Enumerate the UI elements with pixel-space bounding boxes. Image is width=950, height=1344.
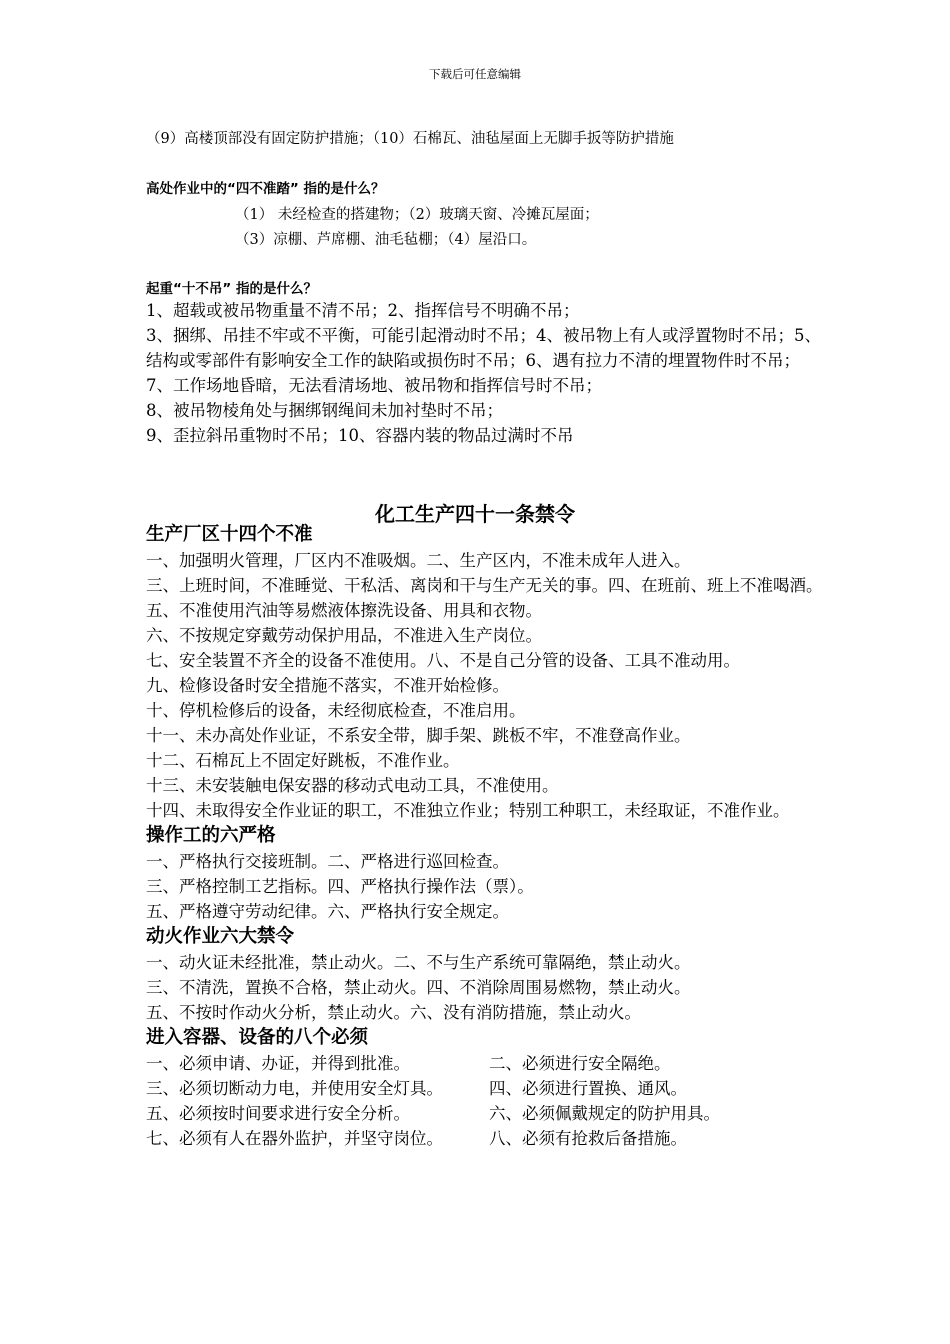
page-header: 下载后可任意编辑 bbox=[429, 67, 521, 81]
main-title: 化工生产四十一条禁令 bbox=[375, 502, 575, 526]
list-item: 一、必须申请、办证，并得到批准。 bbox=[146, 1054, 410, 1073]
list-item: 九、检修设备时安全措施不落实，不准开始检修。 bbox=[146, 676, 509, 695]
list-item: 三、不清洗，置换不合格，禁止动火。四、不消除周围易燃物，禁止动火。 bbox=[146, 978, 691, 997]
list-item: 十二、石棉瓦上不固定好跳板，不准作业。 bbox=[146, 751, 460, 770]
q2-line: 7、工作场地昏暗，无法看清场地、被吊物和指挥信号时不吊； bbox=[146, 376, 602, 395]
question-four-no-step: 高处作业中的“四不准踏” 指的是什么？ bbox=[146, 181, 385, 197]
list-item: 十三、未安装触电保安器的移动式电动工具，不准使用。 bbox=[146, 776, 559, 795]
q2-answer bbox=[146, 298, 826, 448]
q1-line-2: （3）凉棚、芦席棚、油毛毡棚；（4）屋沿口。 bbox=[235, 232, 537, 248]
list-item: 五、不按时作动火分析，禁止动火。六、没有消防措施，禁止动火。 bbox=[146, 1003, 641, 1022]
q2-line: 1、超载或被吊物重量不清不吊；2、指挥信号不明确不吊； bbox=[146, 301, 580, 320]
list-row bbox=[146, 1126, 826, 1151]
list-item: 四、必须进行置换、通风。 bbox=[489, 1079, 687, 1098]
q1-line-1: （1） 未经检查的搭建物；（2）玻璃天窗、冷摊瓦屋面； bbox=[235, 207, 599, 223]
section-heading: 进入容器、设备的八个必须 bbox=[146, 1027, 369, 1048]
list-row bbox=[146, 1101, 826, 1126]
question-ten-no-lift: 起重“十不吊” 指的是什么？ bbox=[146, 281, 317, 297]
list-item: 三、必须切断动力电，并使用安全灯具。 bbox=[146, 1079, 443, 1098]
list-row bbox=[146, 1051, 826, 1076]
list-row bbox=[146, 1076, 826, 1101]
list-item: 五、必须按时间要求进行安全分析。 bbox=[146, 1104, 410, 1123]
list-item: 三、上班时间，不准睡觉、干私活、离岗和干与生产无关的事。四、在班前、班上不准喝酒。 bbox=[146, 576, 823, 595]
list-item: 八、必须有抢救后备措施。 bbox=[489, 1129, 687, 1148]
q2-line: 8、被吊物棱角处与捆绑钢绳间未加衬垫时不吊； bbox=[146, 401, 503, 420]
list-item: 六、必须佩戴规定的防护用具。 bbox=[489, 1104, 720, 1123]
list-item: 五、不准使用汽油等易燃液体擦洗设备、用具和衣物。 bbox=[146, 601, 542, 620]
list-item: 一、动火证未经批准，禁止动火。二、不与生产系统可靠隔绝，禁止动火。 bbox=[146, 953, 691, 972]
list-item: 十一、未办高处作业证，不系安全带，脚手架、跳板不牢，不准登高作业。 bbox=[146, 726, 691, 745]
list-item: 二、必须进行安全隔绝。 bbox=[489, 1054, 671, 1073]
list-item: 五、严格遵守劳动纪律。六、严格执行安全规定。 bbox=[146, 902, 509, 921]
list-item: 三、严格控制工艺指标。四、严格执行操作法（票）。 bbox=[146, 877, 534, 896]
list-item: 十、停机检修后的设备，未经彻底检查，不准启用。 bbox=[146, 701, 526, 720]
list-item: 七、必须有人在器外监护，并坚守岗位。 bbox=[146, 1129, 443, 1148]
q2-line: 9、歪拉斜吊重物时不吊；10、容器内装的物品过满时不吊 bbox=[146, 426, 574, 445]
list-item: 七、安全装置不齐全的设备不准使用。八、不是自己分管的设备、工具不准动用。 bbox=[146, 651, 740, 670]
section-heading: 动火作业六大禁令 bbox=[146, 926, 295, 947]
list-item: 一、加强明火管理，厂区内不准吸烟。二、生产区内，不准未成年人进入。 bbox=[146, 551, 691, 570]
prohibitions bbox=[146, 522, 826, 1151]
list-item: 十四、未取得安全作业证的职工，不准独立作业；特别工种职工，未经取证，不准作业。 bbox=[146, 801, 790, 820]
q2-line: 3、捆绑、吊挂不牢或不平衡，可能引起滑动时不吊；4、被吊物上有人或浮置物时不吊；5、结构或零部件有影响安全工作的缺陷或损伤时不吊；6、遇有拉力不清的埋置物件时不吊； bbox=[146, 326, 821, 370]
list-item: 六、不按规定穿戴劳动保护用品，不准进入生产岗位。 bbox=[146, 626, 542, 645]
top-line: （9）高楼顶部没有固定防护措施；（10）石棉瓦、油毡屋面上无脚手扳等防护措施 bbox=[146, 131, 674, 147]
section-heading: 操作工的六严格 bbox=[146, 825, 276, 846]
section-heading: 生产厂区十四个不准 bbox=[146, 524, 313, 545]
list-item: 一、严格执行交接班制。二、严格进行巡回检查。 bbox=[146, 852, 509, 871]
